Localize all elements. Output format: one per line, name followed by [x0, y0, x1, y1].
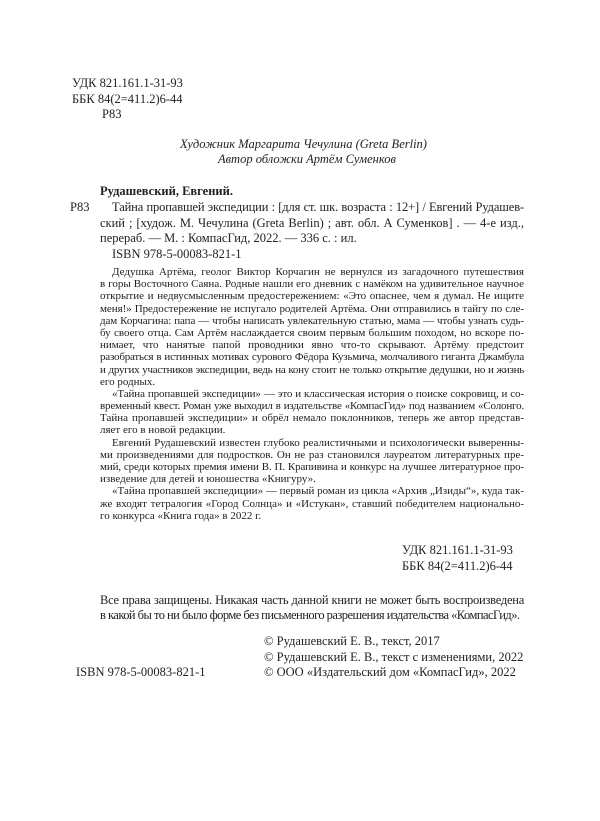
- record-isbn: ISBN 978-5-00083-821-1: [112, 246, 242, 261]
- annotation-line: дам Корчагина: папа — чтобы написать увлекательную статью, мама — чтобы узнать судь-: [100, 314, 524, 327]
- bbk-code: ББК 84(2=411.2)6-44: [72, 92, 183, 106]
- annotation-line: ми произведениями для подростков. Он не раз становился лауреатом литературных пре-: [100, 448, 524, 461]
- annotation-line: нимает, что нанятые папой проводники явно что-то скрывают. Артёму предстоит: [100, 339, 524, 352]
- author-heading: Рудашевский, Евгений.: [100, 184, 233, 198]
- copyright-line: © ООО «Издательский дом «КомпасГид», 2022: [264, 665, 516, 679]
- annotation-line: «Тайна пропавшей экспедиции» — это и классическая история о поиске сокровищ, и со-: [112, 387, 524, 400]
- annotation-line: мий, среди которых премия имени В. П. Крапивина и конкурс на лучшее литературное про-: [100, 461, 524, 473]
- copyright-line: © Рудашевский Е. В., текст с изменениями, 2022: [264, 650, 524, 664]
- record-line: ский ; [худож. М. Чечулина (Greta Berlin) ; авт. обл. А Суменков] . — 4-е изд.,: [100, 215, 524, 230]
- author-sign: Р83: [102, 107, 122, 121]
- annotation-line: же входят тетралогия «Город Солнца» и «Истукан», ставший победителем национально-: [100, 497, 524, 510]
- annotation-line: его родных.: [100, 375, 156, 388]
- illustrator-credit: Художник Маргарита Чечулина (Greta Berlin): [180, 137, 427, 151]
- annotation-line: ляет его в новой редакции.: [100, 424, 226, 437]
- annotation-line: Тайна пропавшей экспедиции» и обрёл немало поклонников, теперь же автор представ-: [100, 412, 524, 425]
- record-line: перераб. — М. : КомпасГид, 2022. — 336 с. : ил.: [100, 231, 357, 245]
- rights-line: в какой бы то ни было форме без письменного разрешения издательства «КомпасГид».: [100, 608, 520, 622]
- annotation-line: открытие и недвусмысленным предостережением: «Это опаснее, чем я думал. Не ищите: [100, 290, 524, 303]
- annotation-line: временный квест. Роман уже выходил в издательстве «КомпасГид» под названием «Солонго.: [100, 400, 524, 413]
- annotation-line: изведение для детей и юношества «Книгуру».: [100, 473, 316, 486]
- cover-credit: Автор обложки Артём Суменков: [218, 152, 396, 166]
- annotation-line: разобраться в истинных мотивах сурового Фёдора Кузьмича, молчаливого гиганта Джамбула: [100, 351, 524, 364]
- copyright-line: © Рудашевский Е. В., текст, 2017: [264, 634, 440, 648]
- annotation-line: Дедушка Артёма, геолог Виктор Корчагин не вернулся из загадочного путешествия: [112, 266, 524, 278]
- annotation-line: «Тайна пропавшей экспедиции» — первый роман из цикла «Архив „Изиды“», куда так-: [112, 485, 524, 498]
- record-line: Тайна пропавшей экспедиции : [для ст. шк. возраста : 12+] / Евгений Рудашев-: [112, 200, 524, 214]
- rights-notice: [100, 593, 524, 623]
- annotation-line: го конкурса «Книга года» в 2022 г.: [100, 509, 262, 522]
- rights-line: Все права защищены. Никакая часть данной книги не может быть воспроизведена: [100, 593, 524, 607]
- footer-bbk-code: ББК 84(2=411.2)6-44: [402, 559, 513, 573]
- annotation-line: и других участников экспедиции, ведь на кону стоит не только открытие дедушки, но и жизнь: [100, 363, 524, 376]
- udk-code: УДК 821.161.1-31-93: [72, 76, 183, 90]
- annotation: [100, 266, 524, 522]
- annotation-line: меня!» Предостережение не испугало родителей Артёма. Они отправились в тайгу по сле-: [100, 302, 524, 315]
- annotation-line: бу своего отца. Сам Артём наслаждается своим первым большим походом, но вскоре по-: [100, 326, 524, 339]
- annotation-line: Евгений Рудашевский известен глубоко реалистичными и психологически выверенны-: [112, 436, 524, 449]
- isbn: ISBN 978-5-00083-821-1: [76, 665, 206, 679]
- annotation-line: в горы Восточного Саяна. Родные нашли его дневник с намёком на удивительное научное: [100, 278, 524, 291]
- record-sign: Р83: [70, 200, 90, 214]
- record-entry: [100, 200, 524, 262]
- footer-udk-code: УДК 821.161.1-31-93: [402, 543, 513, 557]
